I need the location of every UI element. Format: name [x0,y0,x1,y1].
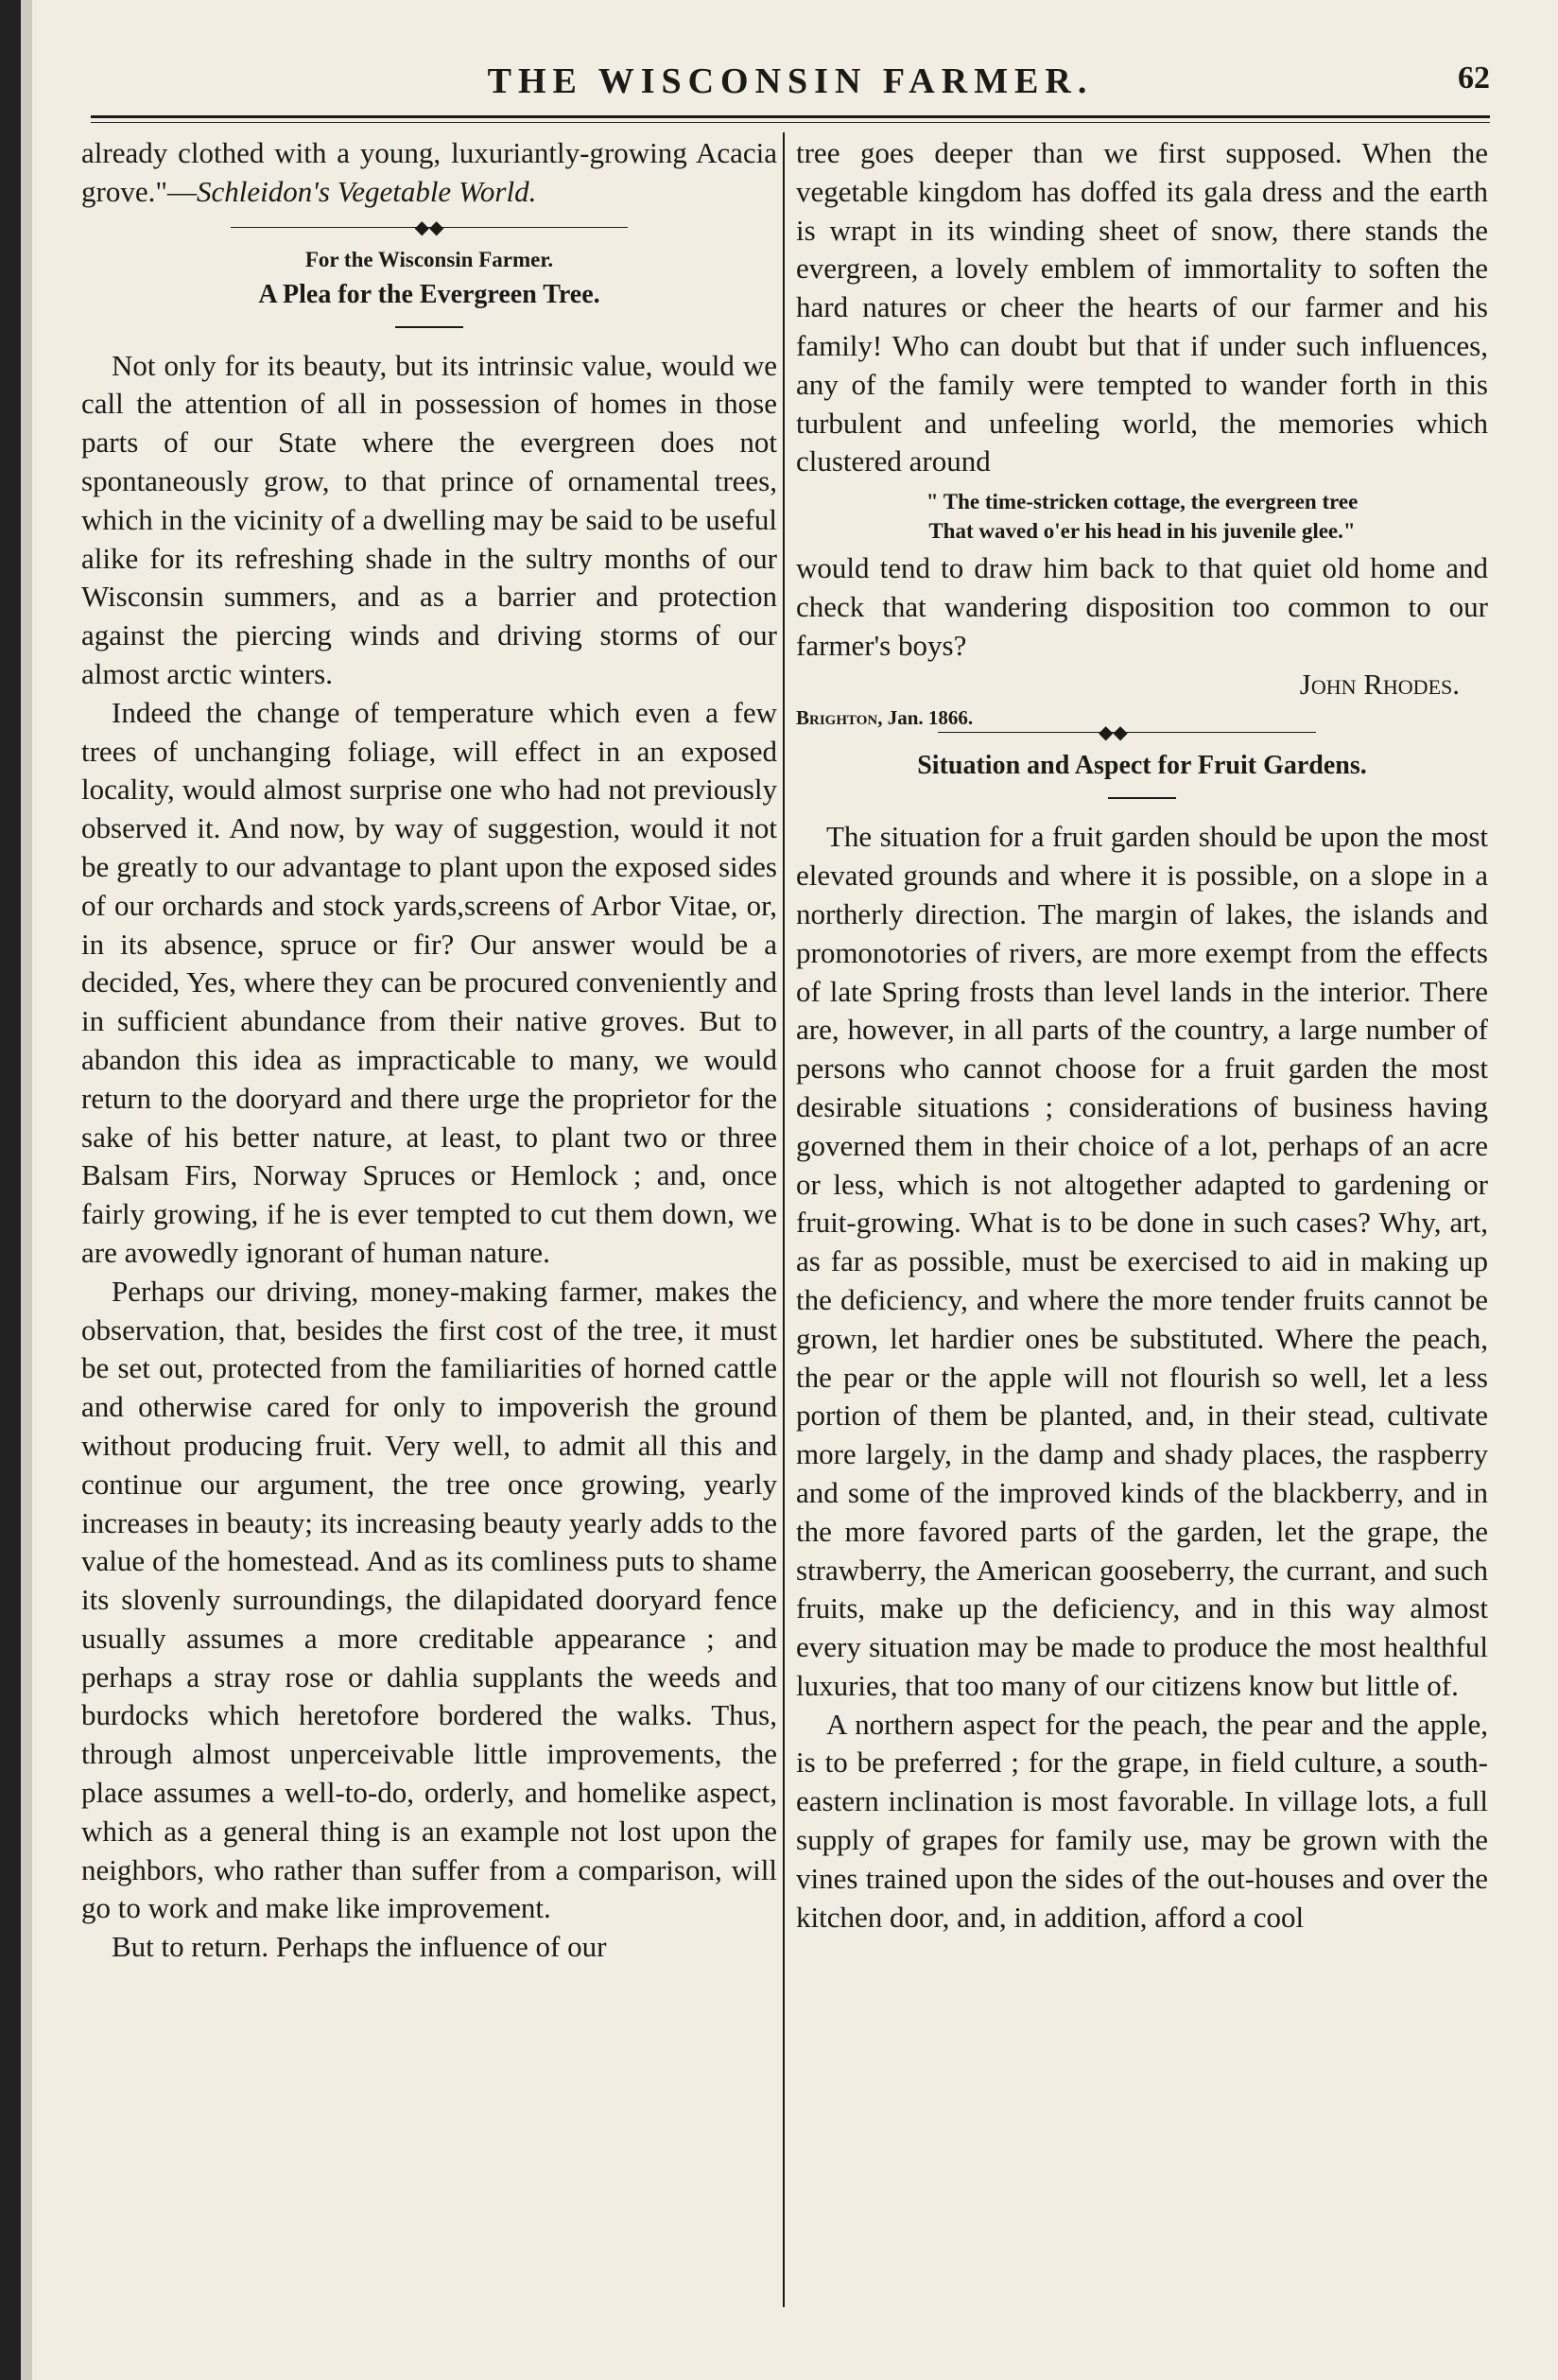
page-header [91,47,1490,104]
title-rule [395,326,463,328]
binding-shadow [21,0,32,2380]
article-paragraph: Not only for its beauty, but its intrinsic value, would we call the attention of all in possession of homes in those parts of our State where the evergreen does not spontaneously grow, to that prince of ornamental trees, which in the vicinity of a dwelling may be said to be useful alike for its refreshing shade in the sultry months of our Wisconsin summers, and as a barrier and protection against the piercing winds and driving storms of our almost arctic winters. [81,348,777,690]
quote-line: That waved o'er his head in his juvenile glee." [928,519,1356,544]
article-paragraph: The situation for a fruit garden should be upon the most elevated grounds and where it is possible, on a slope in a northerly direction. The margin of lakes, the islands and promonotories of rivers, are more exempt from the effects of late Spring frosts than level lands in the interior. There are, however, in all parts of the country, a large number of persons who cannot choose for a fruit garden the most desirable situations ; considerations of business having governed them in their choice of a lot, perhaps of an acre or less, which is not altogether adapted to gardening or fruit-growing. What is to be done in such cases? Why, art, as far as possible, must be exercised to aid in making up the deficiency, and where the more tender fruits cannot be grown, let hardier ones be substituted. Where the peach, the pear or the apple will not flourish so well, let a less portion of them be planted, and, in their stead, cultivate more largely, in the damp and shady places, the raspberry and some of the improved kinds of the blackberry, and in the more favored parts of the garden, let the grape, the strawberry, the American gooseberry, the currant, and such fruits, make up the deficiency, and in this way almost every situation may be made to produce the most healthful luxuries, that too many of our citizens know but little of. [796,820,1488,1702]
running-head: THE WISCONSIN FARMER. [487,61,1094,101]
header-rule [91,115,1490,118]
quote-line: " The time-stricken cottage, the evergreen tree [926,490,1359,514]
title-rule [1108,797,1176,799]
poem-quote [796,487,1488,546]
right-column [796,134,1488,1937]
ornament-diamonds: ◆◆ [1099,722,1128,744]
article-paragraph: Indeed the change of temperature which even a few trees of unchanging foliage, will effect in an exposed locality, would almost surprise one who had not previously observed it. And now, by way of suggestion, would it not be greatly to our advantage to plant upon the exposed sides of our orchards and stock yards,screens of Arbor Vitae, or, in its absence, spruce or fir? Our answer would be a decided, Yes, where they can be procured conveniently and in sufficient abundance from their native groves. But to abandon this idea as impracticable to many, we would return to the dooryard and there urge the proprietor for the sake of his better nature, at least, to plant two or three Balsam Firs, Norway Spruces or Hemlock ; and, once fairly growing, if he is ever tempted to cut them down, we are avowedly ignorant of human nature. [81,695,777,1269]
binding-edge [0,0,21,2380]
header-rule-thin [91,122,1490,123]
ornament-diamonds: ◆◆ [414,217,444,238]
dateline-place: Brighton [796,706,878,730]
column-divider [783,132,785,2307]
article-paragraph: But to return. Perhaps the influence of our [112,1930,607,1964]
dateline-date: , Jan. 1866. [877,706,974,730]
article-title: Situation and Aspect for Fruit Gardens. [917,751,1367,781]
article-paragraph: Perhaps our driving, money-making farmer, makes the observation, that, besides the first cost of the tree, it must be set out, protected from the familiarities of horned cattle and otherwise cared for only to impoverish the ground without producing fruit. Very well, to admit all this and continue our argument, the tree once growing, yearly increases in beauty; its increasing beauty yearly adds to the value of the homestead. And as its comliness puts to shame its slovenly surroundings, the dilapidated dooryard fence usually assumes a more creditable appearance ; and perhaps a stray rose or dahlia supplants the weeds and burdocks which heretofore bordered the walks. Thus, through almost unperceivable little improvements, the place assumes a well-to-do, orderly, and homelike aspect, which as a general thing is an example not lost upon the neighbors, who rather than suffer from a comparison, will go to work and make like improvement. [81,1274,777,1925]
article-title: A Plea for the Evergreen Tree. [258,279,600,309]
continuation-quote: already clothed with a young, luxuriantly-growing Acacia grove."— [81,136,777,208]
continuation-source: Schleidon's Vegetable World. [197,174,537,208]
continuation-text: tree goes deeper than we first supposed. When the vegetable kingdom has doffed its gala dress and the earth is wrapt in its winding sheet of snow, there stands the evergreen, a lovely emblem of immortality to soften the hard natures or cheer the hearts of our farmer and his family! Who can doubt but that if under such influences, any of the family were tempted to wander forth in this turbulent and unfeeling world, the memories which clustered around [796,136,1488,478]
left-column [81,134,777,1967]
article-paragraph: A northern aspect for the peach, the pear and the apple, is to be preferred ; for the grape, in field culture, a south-eastern inclination is most favorable. In village lots, a full supply of grapes for family use, may be grown with the vines trained upon the sides of the out-houses and over the kitchen door, and, in addition, afford a cool [796,1707,1488,1934]
page-number: 62 [1458,61,1490,96]
continuation-text [81,134,777,212]
article-byline: For the Wisconsin Farmer. [304,247,554,271]
author-signature: John Rhodes. [1299,667,1460,701]
after-quote-text: would tend to draw him back to that quiet old home and check that wandering disposition too common to our farmer's boys? [796,551,1488,662]
